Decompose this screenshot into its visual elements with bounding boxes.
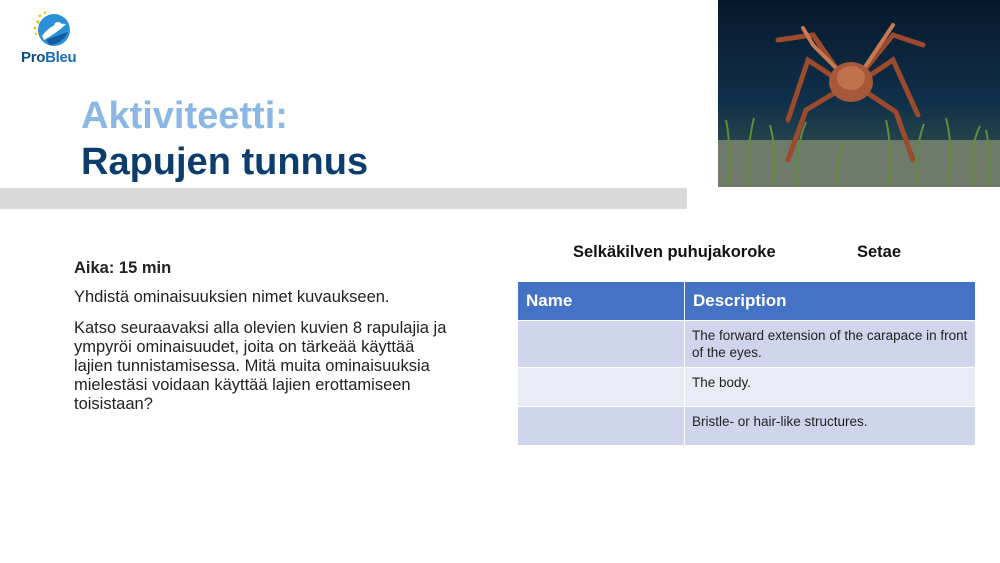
header-description: Description [685, 282, 976, 321]
crab-photo [718, 0, 1000, 187]
table-row [518, 407, 976, 446]
instruction-paragraph-1: Yhdistä ominaisuuksien nimet kuvaukseen. [74, 288, 390, 306]
table-row [518, 321, 976, 368]
name-cell[interactable] [518, 407, 685, 446]
divider-bar [0, 188, 687, 209]
description-cell: Bristle- or hair-like structures. [685, 407, 976, 446]
name-cell[interactable] [518, 321, 685, 368]
probleu-logo [18, 8, 90, 68]
table-row [518, 368, 976, 407]
activity-time: Aika: 15 min [74, 259, 172, 277]
table-header-row [518, 282, 976, 321]
title-line2: Rapujen tunnus [81, 141, 369, 183]
globe-logo-icon [32, 10, 72, 50]
title-line1: Aktiviteetti: [81, 95, 288, 137]
name-cell[interactable] [518, 368, 685, 407]
description-cell: The forward extension of the carapace in front of the eyes. [685, 321, 976, 368]
logo-wordmark: ProBleu [21, 49, 77, 66]
description-cell: The body. [685, 368, 976, 407]
instruction-paragraph-2: Katso seuraavaksi alla olevien kuvien 8 rapulajia ja ympyröi ominaisuudet, joita on tärkeää käyttää lajien tunnistamisessa. Mitä muita ominaisuuksia mielestäsi voidaan käyttää lajien erottamiseen toisistaan? [74, 319, 447, 413]
term-label-rostrum: Selkäkilven puhujakoroke [573, 243, 776, 261]
matching-table [517, 281, 976, 446]
spider-crab-image [718, 0, 1000, 187]
header-name: Name [518, 282, 685, 321]
instructions [74, 259, 454, 426]
term-label-setae: Setae [857, 243, 902, 261]
